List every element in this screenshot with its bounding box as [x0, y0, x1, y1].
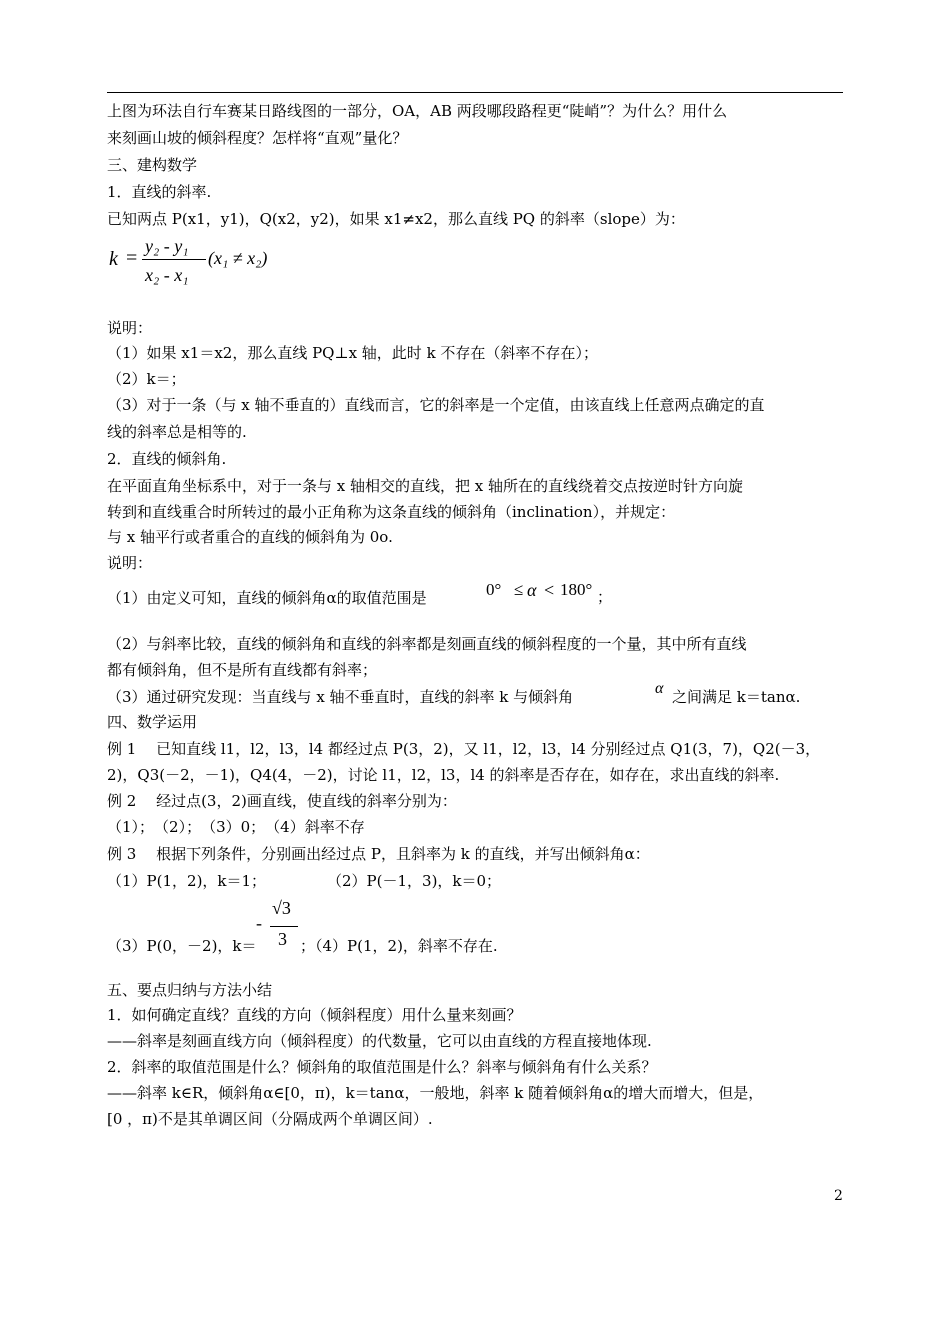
- fraction-numerator: √3: [272, 898, 291, 918]
- range-lt: <: [544, 580, 555, 600]
- example-line: 例 2 经过点(3，2)画直线，使直线的斜率分别为：: [107, 792, 457, 810]
- example-item: ；（4）P(1，2)，斜率不存在.: [300, 937, 498, 955]
- paragraph-line: （1）如果 x1＝x2，那么直线 PQ⊥x 轴，此时 k 不存在（斜率不存在）；: [107, 344, 598, 362]
- fraction-minus: -: [256, 913, 262, 933]
- example-line: 例 3 根据下列条件，分别画出经过点 P，且斜率为 k 的直线，并写出倾斜角α：: [107, 845, 650, 863]
- example-line: （1）； （2）； （3）0； （4）斜率不存: [107, 818, 365, 836]
- example-item: （1）P(1，2)，k＝1；: [107, 872, 267, 890]
- paragraph-line: （1）由定义可知，直线的倾斜角α的取值范围是: [107, 589, 427, 607]
- section-heading: 三、建构数学: [107, 156, 198, 174]
- page-number: 2: [834, 1188, 843, 1204]
- fraction-bar: [142, 259, 206, 260]
- fraction-denominator: 3: [278, 929, 287, 949]
- example-line: 例 1 已知直线 l1，l2，l3，l4 都经过点 P(3，2)，又 l1，l2，l3，l4 分别经过点 Q1(3，7)，Q2(－3，: [107, 740, 821, 758]
- range-tail: ；: [597, 590, 613, 606]
- range-alpha: α: [527, 580, 537, 600]
- section-heading: 五、要点归纳与方法小结: [107, 981, 273, 999]
- example-item: （3）P(0，－2)，k＝: [107, 937, 257, 955]
- paragraph-line: 说明：: [107, 554, 153, 572]
- range-upper: 180°: [560, 580, 593, 599]
- section-heading: 四、数学运用: [107, 713, 198, 731]
- paragraph-line: 已知两点 P(x1，y1)，Q(x2，y2)，如果 x1≠x2，那么直线 PQ 的斜率（slope）为：: [107, 210, 685, 228]
- alpha-symbol: α: [655, 680, 664, 697]
- paragraph-line: （2）与斜率比较，直线的倾斜角和直线的斜率都是刻画直线的倾斜程度的一个量，其中所有直线: [107, 635, 747, 653]
- paragraph-line: 在平面直角坐标系中，对于一条与 x 轴相交的直线，把 x 轴所在的直线绕着交点按逆时针方向旋: [107, 477, 743, 495]
- paragraph-line: 说明：: [107, 319, 153, 337]
- subsection-heading: 2．直线的倾斜角.: [107, 450, 227, 468]
- example-item: （2）P(－1，3)，k＝0；: [327, 872, 502, 890]
- paragraph-line: 2．斜率的取值范围是什么？倾斜角的取值范围是什么？斜率与倾斜角有什么关系？: [107, 1058, 657, 1076]
- range-lower: 0°: [486, 580, 502, 599]
- paragraph-line: [0 ，π)不是其单调区间（分隔成两个单调区间）.: [107, 1110, 433, 1128]
- paragraph-line: 线的斜率总是相等的.: [107, 423, 247, 441]
- paragraph-line: ——斜率 k∈R，倾斜角α∈[0，π)，k＝tanα，一般地，斜率 k 随着倾斜角α的增大而增大，但是，: [107, 1084, 764, 1102]
- paragraph-line: 来刻画山坡的倾斜程度？怎样将“直观”量化？: [107, 129, 408, 147]
- formula-k: k: [109, 248, 118, 270]
- paragraph-line: 与 x 轴平行或者重合的直线的倾斜角为 0o.: [107, 528, 393, 546]
- paragraph-line: 都有倾斜角，但不是所有直线都有斜率；: [107, 661, 378, 679]
- paragraph-line: 之间满足 k＝tanα.: [672, 688, 801, 706]
- paragraph-line: （2）k＝；: [107, 370, 186, 388]
- formula-numerator: y₂ - y₁: [145, 236, 189, 256]
- paragraph-line: 1．如何确定直线？直线的方向（倾斜程度）用什么量来刻画？: [107, 1006, 522, 1024]
- paragraph-line: ——斜率是刻画直线方向（倾斜程度）的代数量，它可以由直线的方程直接地体现.: [107, 1032, 652, 1050]
- subsection-heading: 1．直线的斜率.: [107, 183, 212, 201]
- fraction-bar: [270, 926, 298, 927]
- range-le: ≤: [514, 580, 524, 599]
- example-line: 2)，Q3(－2，－1)，Q4(4，－2)，讨论 l1，l2，l3，l4 的斜率是否存在，如存在，求出直线的斜率.: [107, 766, 780, 784]
- paragraph-line: 上图为环法自行车赛某日路线图的一部分，OA，AB 两段哪段路程更“陡峭”？为什么？用什么: [107, 102, 728, 120]
- formula-condition: (x₁ ≠ x₂): [208, 248, 268, 268]
- formula-denominator: x₂ - x₁: [145, 265, 189, 285]
- paragraph-line: （3）通过研究发现：当直线与 x 轴不垂直时，直线的斜率 k 与倾斜角: [107, 688, 574, 706]
- paragraph-line: （3）对于一条（与 x 轴不垂直的）直线而言，它的斜率是一个定值，由该直线上任意两点确定的直: [107, 396, 765, 414]
- header-rule: [107, 92, 843, 93]
- paragraph-line: 转到和直线重合时所转过的最小正角称为这条直线的倾斜角（inclination），并规定：: [107, 503, 676, 521]
- formula-equals: =: [126, 247, 138, 269]
